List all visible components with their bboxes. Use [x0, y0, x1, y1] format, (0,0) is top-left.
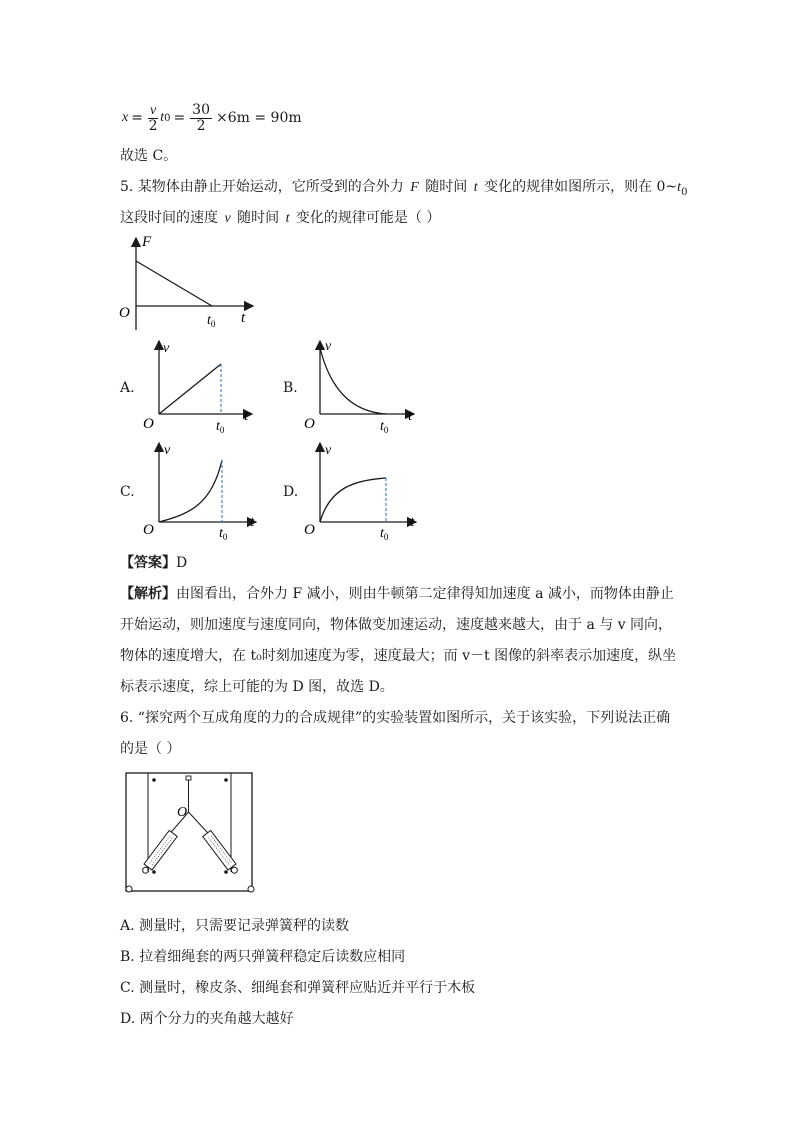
pin-top-right: [224, 778, 228, 782]
q5-answer: [120, 552, 187, 572]
rubber-band-anchor: [186, 776, 191, 780]
q5-line2: [120, 207, 440, 227]
q5-analysis-label: 【解析】: [120, 586, 176, 602]
pin-top-left: [152, 778, 156, 782]
q5-analysis-line3: 物体的速度增大，在 t₀时刻加速度为零，速度最大；而 v－t 图像的斜率表示加速度，纵坐: [120, 648, 677, 664]
q5-analysis-text-1: 由图看出，合外力 F 减小，则由牛顿第二定律得知加速度 a 减小，而物体由静止: [176, 586, 674, 602]
q6-option-d[interactable]: D. 两个分力的夹角越大越好: [120, 1011, 294, 1027]
option-d-label-t: t: [410, 514, 415, 530]
q5-option-a-graph: [140, 336, 260, 436]
option-d-label-v: v: [325, 443, 332, 458]
formula-frac-den-2b: 2: [196, 117, 206, 134]
option-c-curve: [159, 460, 222, 522]
q5-analysis-line2: 开始运动，则加速度与速度同向，物体做变加速运动，速度越来越大，由于 a 与 v 同向，: [120, 617, 673, 633]
q5-line2-mid: 随时间: [237, 210, 280, 226]
formula-frac-30-2: [190, 103, 212, 134]
q5-line1: [120, 176, 687, 198]
option-d-label-O: O: [304, 522, 315, 538]
q5-analysis-line4: 标表示速度，综上可能的为 D 图，故选 D。: [120, 679, 394, 695]
formula-frac-num-v: v: [149, 102, 157, 118]
formula-eq1: =: [131, 110, 143, 126]
formula-frac-v-2: [148, 103, 158, 134]
q5-F: F: [410, 180, 419, 195]
q6-option-c[interactable]: C. 测量时，橡皮条、细绳套和弹簧秤应贴近并平行于木板: [120, 980, 476, 996]
q5-graph-force-line: [136, 261, 212, 306]
option-c-label-O: O: [143, 522, 154, 538]
q6-line1: 6. “探究两个互成角度的力的合成规律”的实验装置如图所示，关于该实验，下列说法正确: [120, 710, 671, 726]
option-c-label-t: t: [250, 514, 255, 530]
q6-option-b[interactable]: B. 拉着细绳套的两只弹簧秤稳定后读数应相同: [120, 949, 406, 965]
q5-line2-post: 变化的规律可能是（ ）: [295, 210, 441, 226]
q5-graph-label-t: t: [241, 310, 246, 326]
q6-option-a[interactable]: A. 测量时，只需要记录弹簧秤的读数: [120, 918, 350, 934]
q5-option-d-label: D.: [283, 484, 299, 500]
q5-graph-label-t0: $t_0$: [207, 313, 216, 329]
q5-v: v: [224, 211, 231, 226]
formula-frac-num-30: 30: [192, 101, 210, 118]
q5-t: t: [473, 180, 478, 195]
q5-option-c-label: C.: [120, 484, 135, 500]
formula-rest: ×6m = 90m: [216, 110, 302, 126]
q5-analysis-line1: [120, 583, 674, 603]
option-c-label-t0: $t_0$: [219, 526, 228, 542]
formula-x: x: [122, 110, 129, 125]
option-b-curve: [320, 348, 386, 414]
spring-scale-left: [140, 830, 177, 875]
option-b-label-v: v: [325, 339, 332, 354]
q5-force-graph: [115, 232, 260, 332]
q5-option-c-graph: [140, 438, 265, 542]
option-a-label-t0: $t_0$: [216, 419, 225, 435]
q5-option-a-label: A.: [120, 380, 135, 396]
option-a-curve: [159, 364, 221, 414]
choose-c-line: 故选 C。: [120, 148, 178, 164]
q5-t2: t: [285, 211, 290, 226]
option-d-label-t0: $t_0$: [380, 526, 389, 542]
pin-bottom-left: [152, 870, 156, 874]
option-b-label-t: t: [408, 408, 413, 424]
q5-t0: t: [677, 180, 682, 195]
formula-t: t: [160, 110, 165, 125]
q5-graph-label-O: O: [119, 305, 130, 321]
q5-option-b-label: B.: [283, 380, 298, 396]
option-a-label-t: t: [244, 408, 249, 424]
knot-label-O: O: [177, 805, 188, 820]
q5-line2-pre: 这段时间的速度: [120, 210, 218, 226]
q5-option-b-graph: [302, 336, 422, 436]
formula-line: [122, 100, 302, 136]
option-a-label-v: v: [163, 341, 170, 356]
q5-t0-sub: 0: [681, 186, 688, 198]
option-a-label-O: O: [143, 416, 154, 432]
pin-bottom-right: [224, 870, 228, 874]
q5-line1-mid: 随时间: [425, 179, 468, 195]
q6-apparatus-figure: [120, 768, 260, 896]
option-b-label-O: O: [304, 416, 315, 432]
q6-line2: 的是（ ）: [120, 741, 181, 757]
option-b-label-t0: $t_0$: [380, 419, 389, 435]
option-c-label-v: v: [164, 443, 171, 458]
q5-option-d-graph: [302, 438, 427, 542]
formula-frac-den-2: 2: [148, 117, 158, 134]
spring-scale-right: [203, 830, 240, 875]
formula-t-sub: 0: [164, 112, 171, 124]
formula-eq2: =: [173, 110, 186, 126]
hook-right: [248, 886, 254, 892]
q5-line1-post: 变化的规律如图所示，则在 0~: [484, 179, 678, 195]
q5-line1-pre: 5. 某物体由静止开始运动，它所受到的合外力: [120, 179, 404, 195]
q5-graph-label-F: F: [142, 234, 152, 250]
option-d-curve: [320, 478, 386, 522]
q5-answer-value: D: [176, 555, 188, 571]
q5-answer-label: 【答案】: [120, 555, 176, 571]
hook-left: [126, 886, 132, 892]
